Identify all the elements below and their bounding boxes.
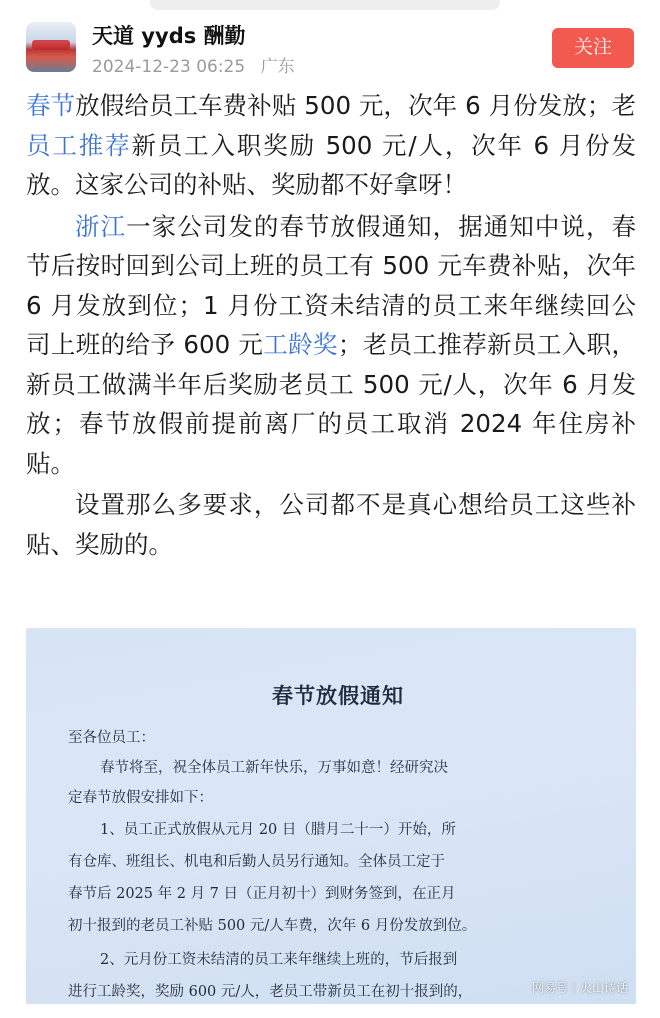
top-overlay (150, 0, 500, 10)
notice-line: 至各位员工： (68, 730, 155, 746)
notice-line: 初十报到的老员工补贴 500 元/人车费，次年 6 月份发放到位。 (68, 918, 477, 934)
post-date: 2024-12-23 06:25 (92, 57, 246, 77)
paragraph-text: 放假给员工车费补贴 500 元，次年 6 月份发放；老 (75, 91, 637, 120)
notice-line: 有仓库、班组长、机电和后勤人员另行通知。全体员工定于 (68, 854, 445, 870)
notice-line: 进行工龄奖，奖励 600 元/人，老员工带新员工在初十报到的， (68, 984, 473, 1000)
notice-line: 定春节放假安排如下： (68, 790, 213, 806)
topic-link-employee-referral[interactable]: 员工推荐 (26, 130, 132, 160)
notice-document (68, 628, 608, 1004)
notice-line: 春节后 2025 年 2 月 7 日（正月初十）到财务签到，在正月 (68, 886, 456, 902)
paragraph-2 (26, 207, 636, 484)
avatar[interactable] (26, 22, 76, 72)
notice-line: 春节将至，祝全体员工新年快乐，万事如意！经研究决 (100, 760, 448, 776)
post-meta (92, 52, 295, 77)
notice-line: 1、员工正式放假从元月 20 日（腊月二十一）开始，所 (100, 822, 456, 838)
notice-line: 2、元月份工资未结清的员工来年继续上班的，节后报到 (100, 952, 458, 968)
post-location: 广东 (260, 57, 295, 77)
paragraph-3: 设置那么多要求，公司都不是真心想给员工这些补贴、奖励的。 (26, 490, 636, 559)
notice-title: 春节放假通知 (272, 683, 404, 708)
topic-link-zhejiang[interactable]: 浙江 (75, 211, 127, 241)
post-body (26, 86, 636, 564)
watermark: 网易号｜火山诗话 (531, 981, 628, 995)
post-header (0, 18, 660, 80)
paragraph-1 (26, 86, 636, 205)
paragraph-text: 新员工入职奖励 500 元/人，次年 6 月份发放。这家公司的补贴、奖励都不好拿呀！ (26, 130, 636, 199)
paragraph-text: 一家公司发的春节放假通知，据通知中说，春节后按时回到公司上班的员工有 500 元车费补贴，次年 6 月发放到位；1 月份工资未结清的员工来年继续回公司上班的给予 600 元 (26, 211, 637, 359)
username[interactable]: 天道 yyds 酬勤 (92, 24, 246, 48)
paragraph-text: ；老员工推荐新员工入职，新员工做满半年后奖励老员工 500 元/人，次年 6 月发放；春节放假前提前离厂的员工取消 2024 年住房补贴。 (26, 330, 637, 478)
topic-link-seniority-bonus[interactable]: 工龄奖 (263, 330, 338, 359)
topic-link-chunjie[interactable]: 春节 (26, 91, 76, 120)
follow-button[interactable]: 关注 (552, 28, 634, 68)
notice-image[interactable] (26, 628, 636, 1004)
